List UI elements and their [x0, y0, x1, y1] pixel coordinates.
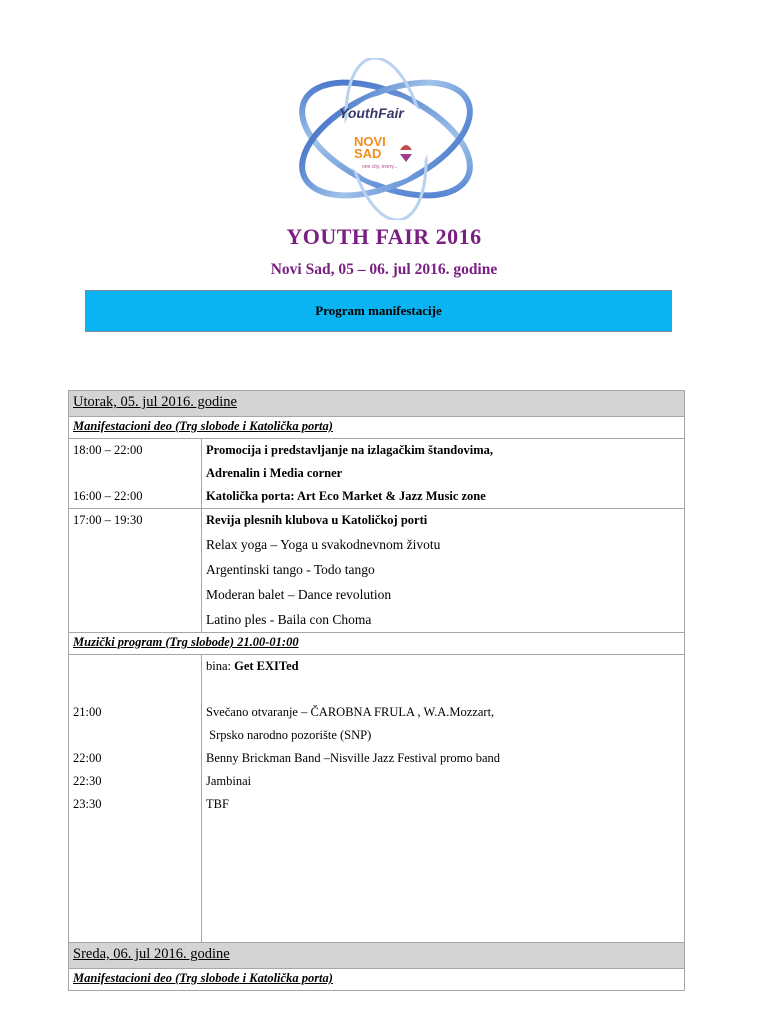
time-cell: [69, 509, 202, 633]
time-cell: [69, 655, 202, 943]
stage-name: Get EXITed: [234, 659, 299, 673]
time-cell: [69, 439, 202, 509]
logo-city-line2: SAD: [354, 146, 382, 161]
day-header-label: Utorak, 05. jul 2016. godine: [73, 394, 237, 410]
day-header-cell: [69, 943, 685, 969]
time-label: 23:30: [73, 797, 102, 811]
description-cell: [202, 509, 685, 633]
schedule-table: [68, 390, 685, 991]
section-cell: [69, 633, 685, 655]
time-label: 17:00 – 19:30: [73, 513, 143, 527]
time-label: 16:00 – 22:00: [73, 489, 143, 503]
event-label: TBF: [206, 797, 229, 811]
event-label: Adrenalin i Media corner: [206, 466, 343, 480]
event-label: Benny Brickman Band –Nisville Jazz Festival promo band: [206, 751, 501, 765]
logo-city-line1: NOVI: [354, 134, 386, 149]
event-label: Revija plesnih klubova u Katoličkoj porti: [206, 513, 428, 527]
time-label: 21:00: [73, 705, 102, 719]
table-row: [69, 655, 685, 943]
logo-brand-text: YouthFair: [339, 105, 404, 121]
program-banner-label: Program manifestacije: [315, 303, 442, 318]
event-label: Relax yoga – Yoga u svakodnevnom životu: [206, 537, 441, 552]
section-label: Muzički program (Trg slobode) 21.00-01:00: [73, 635, 299, 649]
spacer: [206, 678, 680, 701]
section-cell: [69, 969, 685, 991]
event-label: Srpsko narodno pozorište (SNP): [206, 728, 372, 742]
section-row: [69, 417, 685, 439]
description-cell: [202, 655, 685, 943]
section-label: Manifestacioni deo (Trg slobode i Katolička porta): [73, 419, 333, 433]
description-cell: [202, 439, 685, 509]
day-header-row: [69, 391, 685, 417]
event-label: Latino ples - Baila con Choma: [206, 612, 372, 627]
section-row: [69, 969, 685, 991]
page-subtitle: Novi Sad, 05 – 06. jul 2016. godine: [270, 261, 498, 278]
program-banner: [85, 290, 672, 332]
day-header-label: Sreda, 06. jul 2016. godine: [73, 946, 230, 962]
section-cell: [69, 417, 685, 439]
stage-line: [206, 655, 680, 678]
day-header-cell: [69, 391, 685, 417]
event-label: Moderan balet – Dance revolution: [206, 587, 392, 602]
day-header-row: [69, 943, 685, 969]
section-label: Manifestacioni deo (Trg slobode i Katolička porta): [73, 971, 333, 985]
time-label: 22:00: [73, 751, 102, 765]
table-row: [69, 509, 685, 633]
logo-city-text: [354, 136, 414, 160]
event-label: Argentinski tango - Todo tango: [206, 562, 375, 577]
spacer: [73, 655, 197, 678]
event-label: Jambinai: [206, 774, 252, 788]
time-label: 18:00 – 22:00: [73, 443, 143, 457]
stage-prefix: bina:: [206, 659, 231, 673]
event-label: Svečano otvaranje – ČAROBNA FRULA , W.A.Mozzart,: [206, 705, 495, 719]
spacer: [73, 816, 197, 942]
spacer: [73, 724, 197, 747]
event-label: Katolička porta: Art Eco Market & Jazz Music zone: [206, 489, 486, 503]
event-label: Promocija i predstavljanje na izlagačkim štandovima,: [206, 443, 494, 457]
logo-tagline: one city, every...: [362, 164, 398, 170]
time-label: 22:30: [73, 774, 102, 788]
section-row: [69, 633, 685, 655]
spacer: [73, 678, 197, 701]
spacer: [73, 462, 197, 485]
page-title: YOUTH FAIR 2016: [286, 224, 482, 249]
table-row: [69, 439, 685, 509]
